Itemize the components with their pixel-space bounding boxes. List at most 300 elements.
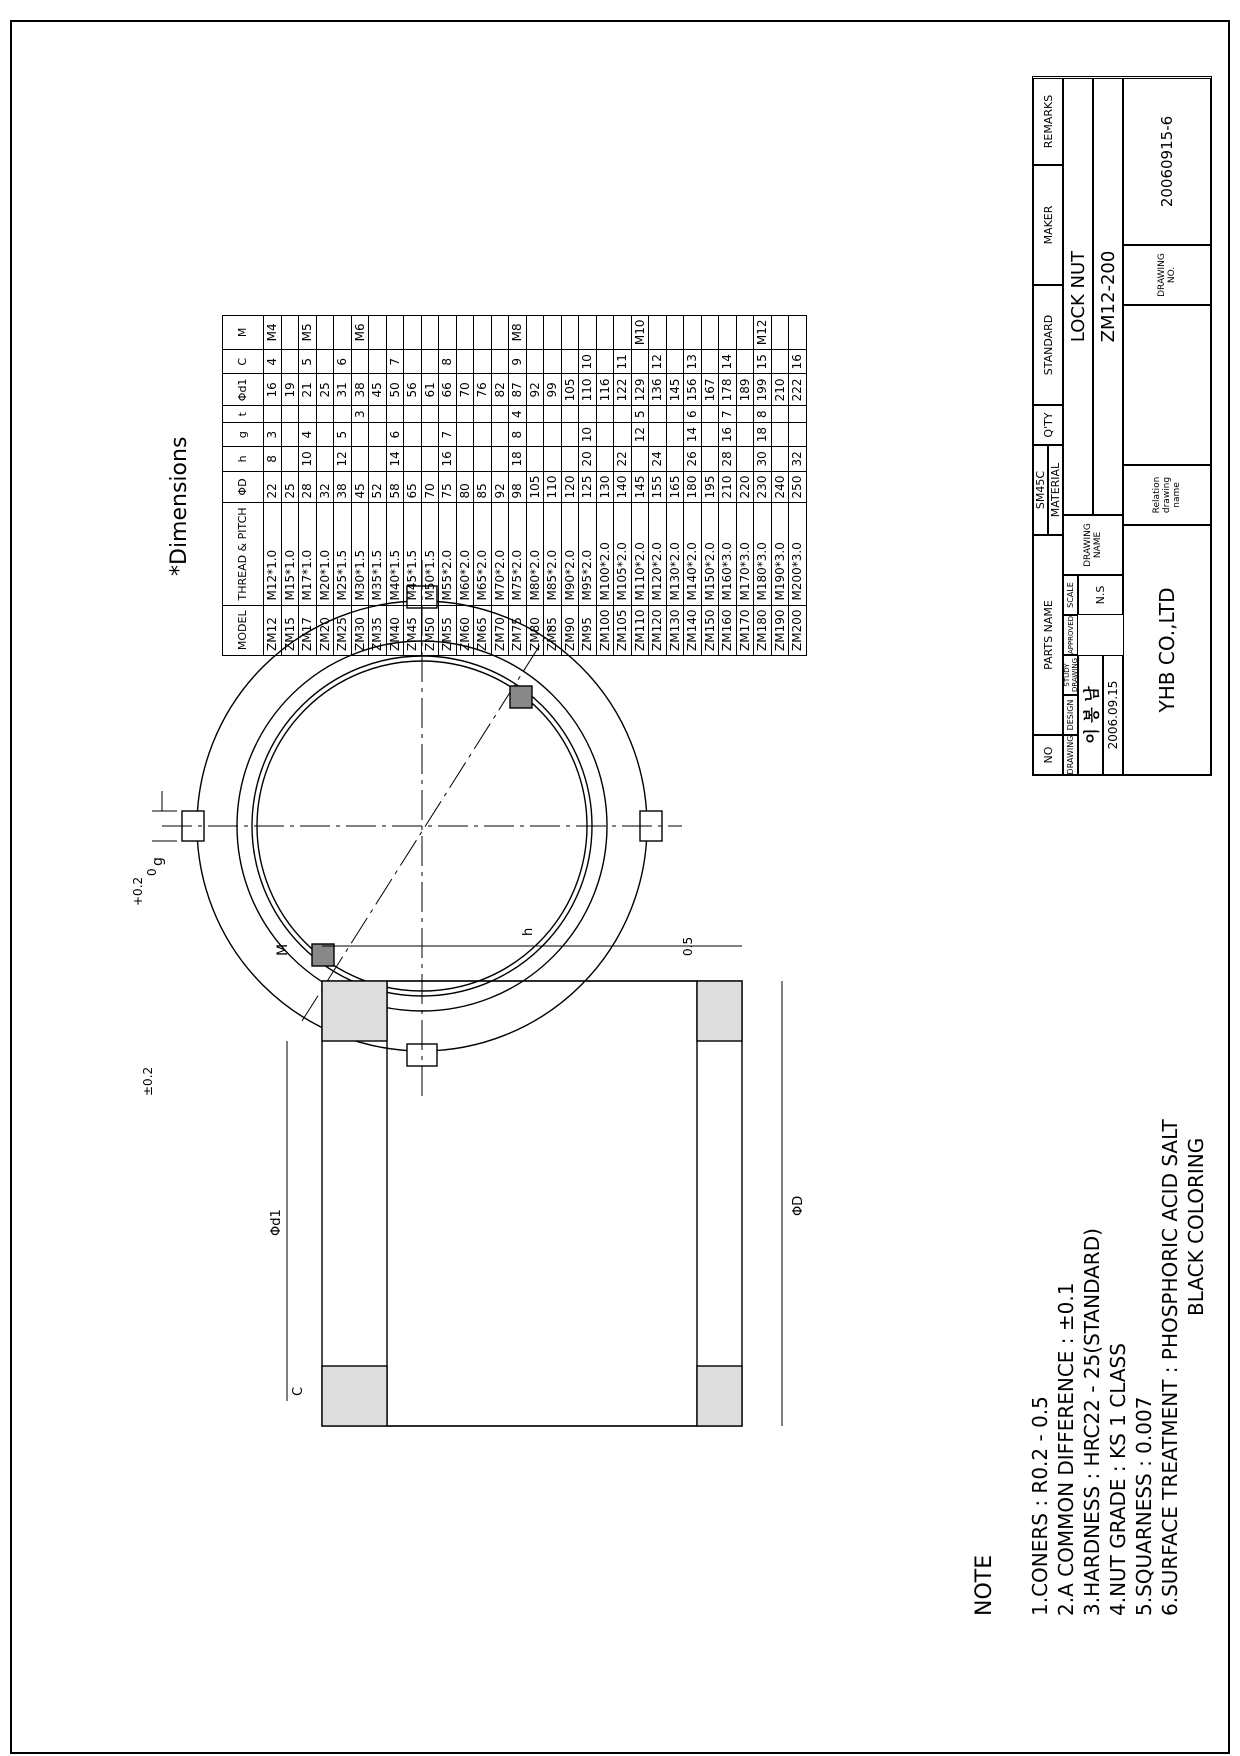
table-cell: 4 [299,422,317,446]
model-value: ZM12-200 [1093,78,1123,515]
table-cell: 70 [421,471,439,503]
table-row [439,315,457,655]
table-row [369,315,387,655]
table-cell: M90*2.0 [561,503,579,605]
table-cell: 56 [404,374,422,406]
hatch-bot [697,1366,742,1426]
table-cell [544,350,562,374]
hatch-top [322,1366,387,1426]
table-cell: 28 [719,447,737,471]
table-cell [561,406,579,423]
table-cell: 65 [404,471,422,503]
table-cell [736,422,754,446]
table-cell: 76 [474,374,492,406]
table-cell [544,447,562,471]
table-row [701,315,719,655]
table-cell: ZM85 [544,605,562,655]
table-cell [771,406,789,423]
table-row [316,315,334,655]
label-phiD: ΦD [791,1195,806,1216]
table-cell: M160*3.0 [719,503,737,605]
table-cell [456,406,474,423]
table-cell: M200*3.0 [789,503,807,605]
table-cell: M100*2.0 [596,503,614,605]
table-cell [421,315,439,350]
table-cell [474,447,492,471]
table-cell: M190*3.0 [771,503,789,605]
table-cell: 16 [264,374,282,406]
table-cell: 195 [701,471,719,503]
table-cell [736,447,754,471]
table-cell [316,422,334,446]
insert-b [510,686,532,708]
table-cell: 19 [281,374,299,406]
table-cell: M130*2.0 [666,503,684,605]
table-cell [491,406,509,423]
table-cell [666,406,684,423]
design-label: DESIGN [1063,695,1078,735]
table-cell: 167 [701,374,719,406]
table-cell: 58 [386,471,404,503]
table-cell: 30 [754,447,772,471]
table-cell: 7 [439,422,457,446]
table-cell: 13 [684,350,702,374]
table-cell: 210 [771,374,789,406]
table-cell [579,406,597,423]
table-cell [789,406,807,423]
table-cell [386,406,404,423]
table-row [771,315,789,655]
table-cell [701,315,719,350]
table-cell [281,350,299,374]
table-cell: 22 [264,471,282,503]
label-C: C [291,1386,306,1396]
table-cell [649,422,667,446]
table-cell: 15 [754,350,772,374]
header-cell: ΦD [223,471,264,503]
table-body [264,315,807,655]
table-cell [491,315,509,350]
study-label: STUDY DRAWING [1063,655,1078,695]
table-cell [666,422,684,446]
table-cell: ZM150 [701,605,719,655]
table-cell: ZM100 [596,605,614,655]
header-cell: C [223,350,264,374]
table-cell: ZM12 [264,605,282,655]
table-cell: 85 [474,471,492,503]
table-cell [544,315,562,350]
table-cell: 98 [509,471,527,503]
table-cell: M75*2.0 [509,503,527,605]
table-header-row [223,315,264,655]
table-cell: M55*2.0 [439,503,457,605]
table-cell: 3 [351,406,369,423]
table-row [719,315,737,655]
table-cell [474,422,492,446]
table-cell: 8 [439,350,457,374]
table-cell: 210 [719,471,737,503]
table-cell: M6 [351,315,369,350]
table-cell: 125 [579,471,597,503]
table-cell: 31 [334,374,352,406]
table-cell: 222 [789,374,807,406]
table-cell: 5 [334,422,352,446]
table-cell: 12 [631,422,649,446]
header-cell: t [223,406,264,423]
table-row [736,315,754,655]
table-cell: 199 [754,374,772,406]
table-cell: 105 [526,471,544,503]
table-cell: 145 [666,374,684,406]
maker-label: MAKER [1033,165,1063,285]
table-cell [771,447,789,471]
table-cell [474,406,492,423]
table-cell: ZM180 [754,605,772,655]
drawing-no-label: DRAWING NO. [1123,245,1211,305]
table-cell: M150*2.0 [701,503,719,605]
hatch-bot-r [697,981,742,1041]
header-cell: THREAD & PITCH [223,503,264,605]
table-cell [736,315,754,350]
qty-label: Q'TY [1033,405,1063,445]
table-cell: M45*1.5 [404,503,422,605]
table-cell: 32 [789,447,807,471]
table-cell: M30*1.5 [351,503,369,605]
table-cell [719,315,737,350]
header-cell: MODEL [223,605,264,655]
table-row [684,315,702,655]
table-cell: M12 [754,315,772,350]
table-cell: 92 [491,471,509,503]
table-cell: 99 [544,374,562,406]
table-cell [456,315,474,350]
table-cell [456,447,474,471]
table-cell [474,315,492,350]
approved-label: APPROVED [1063,615,1078,655]
table-cell: 12 [649,350,667,374]
table-cell [404,315,422,350]
table-row [561,315,579,655]
table-cell: 20 [579,447,597,471]
table-cell: 155 [649,471,667,503]
table-cell: ZM50 [421,605,439,655]
label-phid1: Φd1 [269,1209,284,1236]
table-cell: ZM45 [404,605,422,655]
table-cell [736,350,754,374]
table-cell: M120*2.0 [649,503,667,605]
table-cell: M85*2.0 [544,503,562,605]
drawing-no-value: 20060915-6 [1123,78,1211,245]
table-cell: 129 [631,374,649,406]
table-cell: ZM25 [334,605,352,655]
material-label: MATERIAL [1048,445,1063,535]
table-cell [771,350,789,374]
table-cell: 16 [439,447,457,471]
table-cell: 6 [334,350,352,374]
table-cell: M15*1.0 [281,503,299,605]
table-cell: 87 [509,374,527,406]
table-cell [316,447,334,471]
table-cell: ZM160 [719,605,737,655]
scale-label: SCALE [1063,575,1078,615]
table-cell: 61 [421,374,439,406]
label-h: h [521,927,536,936]
table-cell [614,315,632,350]
table-cell: 45 [369,374,387,406]
table-cell [316,315,334,350]
table-cell [579,315,597,350]
table-cell: 45 [351,471,369,503]
table-cell [596,315,614,350]
table-cell: ZM95 [579,605,597,655]
table-cell: 220 [736,471,754,503]
date: 2006.09.15 [1103,655,1123,775]
table-cell: 80 [456,471,474,503]
table-cell [421,350,439,374]
table-cell: 92 [526,374,544,406]
table-row [421,315,439,655]
table-row [666,315,684,655]
table-cell: ZM190 [771,605,789,655]
drawing-name-label: DRAWING NAME [1063,515,1123,575]
table-cell: ZM130 [666,605,684,655]
table-cell: ZM40 [386,605,404,655]
table-row [596,315,614,655]
side-view [287,946,782,1426]
table-cell [596,447,614,471]
table-row [474,315,492,655]
table-row [579,315,597,655]
note-2: 2.A COMMON DIFFERENCE : ±0.1 [1054,1282,1078,1616]
title-block [1032,76,1212,776]
table-cell: 75 [439,471,457,503]
table-cell [526,406,544,423]
table-cell: M170*3.0 [736,503,754,605]
table-cell [666,315,684,350]
table-cell: 120 [561,471,579,503]
table-cell: 32 [316,471,334,503]
table-cell: M65*2.0 [474,503,492,605]
insert-a [312,944,334,966]
table-cell: M105*2.0 [614,503,632,605]
header-cell: h [223,447,264,471]
table-row [649,315,667,655]
table-cell [561,422,579,446]
table-cell [369,350,387,374]
table-cell: 5 [299,350,317,374]
rotated-sheet [12,22,1232,1756]
table-row [544,315,562,655]
table-cell: 145 [631,471,649,503]
table-cell: 14 [684,422,702,446]
table-cell [491,422,509,446]
table-cell: 18 [509,447,527,471]
table-cell [369,315,387,350]
table-cell [614,406,632,423]
table-cell [596,422,614,446]
designer: 이 봉 남 [1078,655,1103,775]
table-cell [474,350,492,374]
label-g: g [150,857,166,866]
table-cell: 6 [386,422,404,446]
table-cell [404,406,422,423]
table-cell: M110*2.0 [631,503,649,605]
table-cell [526,422,544,446]
table-cell [404,447,422,471]
table-cell [631,350,649,374]
table-cell: ZM35 [369,605,387,655]
table-cell [369,406,387,423]
table-cell: 165 [666,471,684,503]
table-cell: M40*1.5 [386,503,404,605]
table-cell: ZM140 [684,605,702,655]
table-cell [771,422,789,446]
table-cell: ZM170 [736,605,754,655]
table-cell [281,315,299,350]
table-cell: 4 [509,406,527,423]
table-cell: 180 [684,471,702,503]
table-row [404,315,422,655]
table-cell: 22 [614,447,632,471]
scale-value: N.S [1078,575,1123,615]
table-cell: 24 [649,447,667,471]
table-cell [701,422,719,446]
diag-line [302,626,552,1021]
table-cell: 50 [386,374,404,406]
table-cell [561,447,579,471]
no-label: NO [1033,735,1063,775]
table-cell [771,315,789,350]
table-cell: 3 [264,422,282,446]
header-cell: g [223,422,264,446]
table-cell: ZM120 [649,605,667,655]
table-cell: M5 [299,315,317,350]
table-cell [491,350,509,374]
table-cell [631,447,649,471]
label-tol-lower: 0 [145,868,159,876]
table-cell [439,406,457,423]
table-cell [386,315,404,350]
table-cell: ZM80 [526,605,544,655]
table-cell [334,315,352,350]
hatch-top-r [322,981,387,1041]
table-cell: 136 [649,374,667,406]
note-3: 3.HARDNESS : HRC22 - 25(STANDARD) [1080,1228,1104,1616]
table-cell [456,350,474,374]
table-cell [561,350,579,374]
note-heading: NOTE [972,1554,997,1616]
table-cell: 110 [544,471,562,503]
table-cell: 189 [736,374,754,406]
table-cell [684,315,702,350]
table-cell [526,447,544,471]
table-cell: 130 [596,471,614,503]
table-cell [789,422,807,446]
table-cell: 122 [614,374,632,406]
table-cell: 16 [789,350,807,374]
table-cell: 10 [299,447,317,471]
table-cell: M70*2.0 [491,503,509,605]
table-cell: M35*1.5 [369,503,387,605]
table-cell [526,315,544,350]
table-cell [526,350,544,374]
table-cell: 26 [684,447,702,471]
table-row [386,315,404,655]
table-cell [666,350,684,374]
table-cell: 21 [299,374,317,406]
table-cell: 11 [614,350,632,374]
table-cell [736,406,754,423]
table-cell: 8 [264,447,282,471]
table-cell: M25*1.5 [334,503,352,605]
table-cell: 5 [631,406,649,423]
table-cell [369,447,387,471]
table-cell: M12*1.0 [264,503,282,605]
table-row [334,315,352,655]
table-cell [789,315,807,350]
label-tol-upper: +0.2 [131,876,145,906]
table-cell: M95*2.0 [579,503,597,605]
table-cell: ZM70 [491,605,509,655]
table-cell: 10 [579,350,597,374]
table-cell: ZM200 [789,605,807,655]
table-cell [614,422,632,446]
note-7: BLACK COLORING [1184,1137,1208,1316]
label-pm02: ±0.2 [141,1066,155,1096]
table-cell: 66 [439,374,457,406]
table-cell: 105 [561,374,579,406]
table-cell: 25 [316,374,334,406]
table-cell [491,447,509,471]
table-cell: M10 [631,315,649,350]
table-cell [316,406,334,423]
table-cell: ZM75 [509,605,527,655]
table-cell: 178 [719,374,737,406]
table-cell: 82 [491,374,509,406]
table-cell [544,422,562,446]
table-row [631,315,649,655]
table-cell [439,315,457,350]
table-cell: 38 [334,471,352,503]
label-M: M [275,943,291,956]
table-cell: 70 [456,374,474,406]
table-cell: 10 [579,422,597,446]
table-cell: 9 [509,350,527,374]
table-cell: M4 [264,315,282,350]
table-cell: 12 [334,447,352,471]
table-cell [544,406,562,423]
standard-label: STANDARD [1033,285,1063,405]
relation-label: Relation drawing name [1123,465,1211,525]
table-row [754,315,772,655]
table-cell: 38 [351,374,369,406]
table-cell [299,406,317,423]
table-cell: 14 [719,350,737,374]
drawing-name-value: LOCK NUT [1063,78,1093,515]
table-cell: ZM90 [561,605,579,655]
table-row [351,315,369,655]
table-cell: 18 [754,422,772,446]
table-cell [596,350,614,374]
notes-list [1027,1119,1209,1616]
table-cell [351,350,369,374]
table-row [789,315,807,655]
table-cell [561,315,579,350]
remarks-label: REMARKS [1033,78,1063,165]
note-4: 4.NUT GRADE : KS 1 CLASS [1106,1343,1130,1616]
table-row [264,315,282,655]
table-cell [264,406,282,423]
